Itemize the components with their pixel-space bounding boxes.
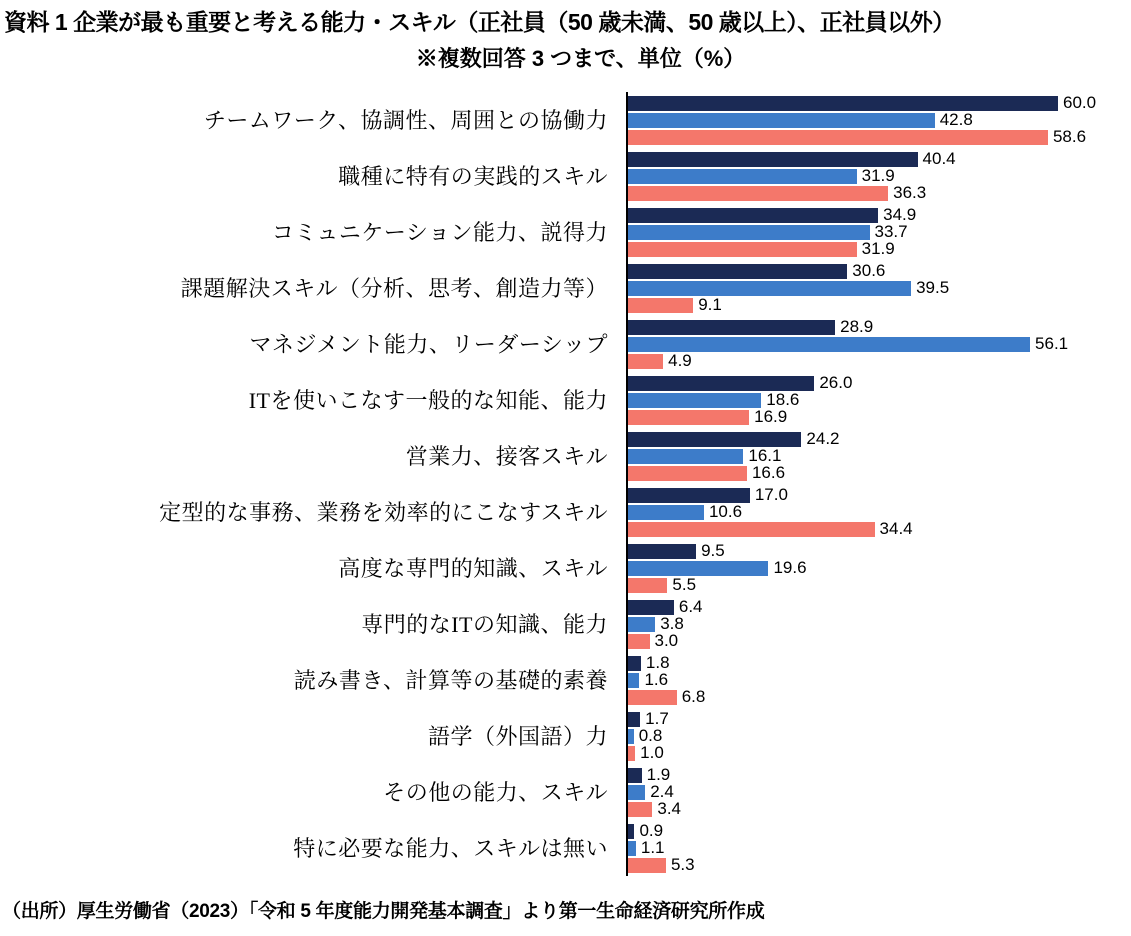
bar	[628, 729, 634, 744]
bar-value-label: 40.4	[922, 149, 956, 168]
bar-value-label: 9.5	[701, 541, 725, 560]
bar	[628, 858, 666, 873]
bar-value-label: 3.4	[657, 799, 681, 818]
bar-value-label: 31.9	[861, 166, 895, 185]
bar	[628, 337, 1030, 352]
category-label: その他の能力、スキル	[383, 780, 608, 805]
bar	[628, 561, 768, 576]
bar-value-label: 10.6	[708, 502, 743, 521]
bar	[628, 841, 636, 856]
bar-value-label: 39.5	[916, 278, 950, 297]
category-label: コミュニケーション能力、説得力	[271, 220, 608, 245]
bar-value-label: 34.9	[883, 205, 917, 224]
bar	[628, 186, 888, 201]
bar-value-label: 24.2	[806, 429, 840, 448]
bar	[628, 785, 645, 800]
bar	[628, 298, 693, 313]
plot-area	[626, 92, 1096, 876]
bar	[628, 673, 639, 688]
bar	[628, 578, 667, 593]
bar	[628, 802, 652, 817]
bar-value-label: 56.1	[1035, 334, 1069, 353]
bar	[628, 169, 857, 184]
bar	[628, 225, 870, 240]
bar	[628, 824, 634, 839]
bar-value-label: 58.6	[1052, 127, 1087, 146]
bar-value-label: 1.8	[645, 653, 670, 672]
bar-value-label: 1.0	[640, 743, 664, 762]
category-label: 定型的な事務、業務を効率的にこなすスキル	[159, 500, 608, 525]
bar-value-label: 16.1	[748, 446, 782, 465]
bar-value-label: 5.5	[672, 575, 697, 594]
bar	[628, 617, 655, 632]
bar-value-label: 1.7	[645, 709, 669, 728]
figure-title: 資料 1 企業が最も重要と考える能力・スキル（正社員（50 歳未満、50 歳以上）、正社員以外）	[4, 9, 955, 35]
bar-value-label: 3.8	[660, 614, 684, 633]
bar	[628, 522, 875, 537]
bar-value-label: 6.8	[681, 687, 706, 706]
bar	[628, 600, 674, 615]
category-label: 語学（外国語）力	[427, 724, 608, 749]
bar-value-label: 1.1	[640, 838, 665, 857]
bar	[628, 656, 641, 671]
bar	[628, 320, 835, 335]
category-label: 職種に特有の実践的スキル	[338, 164, 608, 189]
bar	[628, 746, 635, 761]
bar	[628, 690, 677, 705]
bar-value-label: 16.6	[751, 463, 786, 482]
bar-value-label: 36.3	[893, 183, 927, 202]
bar	[628, 264, 847, 279]
category-label: 専門的なITの知識、能力	[361, 612, 608, 637]
category-label: 営業力、接客スキル	[405, 444, 608, 469]
bar-value-label: 30.6	[852, 261, 886, 280]
bar-value-label: 1.9	[646, 765, 671, 784]
bar-value-label: 19.6	[773, 558, 807, 577]
category-label: チームワーク、協調性、周囲との協働力	[203, 108, 608, 133]
bar	[628, 113, 935, 128]
bar-value-label: 5.3	[670, 855, 695, 874]
bar	[628, 152, 918, 167]
bar-value-label: 18.6	[766, 390, 800, 409]
bar	[628, 634, 650, 649]
bar	[628, 393, 761, 408]
bar	[628, 130, 1048, 145]
bar	[628, 96, 1058, 111]
bar-value-label: 6.4	[678, 597, 703, 616]
bar-value-label: 4.9	[668, 351, 692, 370]
bar-value-label: 42.8	[939, 110, 973, 129]
bar	[628, 544, 696, 559]
category-axis	[0, 92, 616, 876]
bar-value-label: 3.0	[654, 631, 679, 650]
bar-value-label: 28.9	[840, 317, 874, 336]
bar-value-label: 16.9	[754, 407, 788, 426]
bar	[628, 376, 814, 391]
category-label: 課題解決スキル（分析、思考、創造力等）	[180, 276, 608, 301]
category-label: 高度な専門的知識、スキル	[338, 556, 608, 581]
bar-value-label: 9.1	[698, 295, 722, 314]
bar	[628, 281, 911, 296]
bar-value-label: 26.0	[819, 373, 853, 392]
bar-value-label: 17.0	[754, 485, 788, 504]
figure-subtitle: ※複数回答 3 つまで、単位（%）	[415, 46, 746, 71]
bar-value-label: 0.8	[638, 726, 663, 745]
bar-value-label: 33.7	[874, 222, 908, 241]
bar-value-label: 31.9	[861, 239, 895, 258]
bar	[628, 712, 640, 727]
category-label: 特に必要な能力、スキルは無い	[293, 836, 608, 861]
bar-value-label: 60.0	[1063, 93, 1097, 112]
bar	[628, 242, 857, 257]
category-label: ITを使いこなす一般的な知能、能力	[248, 388, 608, 413]
bar-value-label: 34.4	[879, 519, 913, 538]
bar	[628, 354, 663, 369]
bar	[628, 505, 704, 520]
source-note: （出所）厚生労働省（2023）「令和 5 年度能力開発基本調査」より第一生命経済研究所作成	[2, 901, 765, 922]
bar-value-label: 2.4	[650, 782, 674, 801]
bar	[628, 432, 801, 447]
bar-value-label: 1.6	[644, 670, 669, 689]
category-label: マネジメント能力、リーダーシップ	[249, 332, 608, 357]
bar	[628, 410, 749, 425]
bar	[628, 466, 747, 481]
bar-value-label: 0.9	[639, 821, 664, 840]
bar	[628, 449, 743, 464]
bar	[628, 488, 750, 503]
bar	[628, 208, 878, 223]
bar	[628, 768, 642, 783]
bar-chart	[0, 84, 1131, 884]
category-label: 読み書き、計算等の基礎的素養	[293, 668, 608, 693]
